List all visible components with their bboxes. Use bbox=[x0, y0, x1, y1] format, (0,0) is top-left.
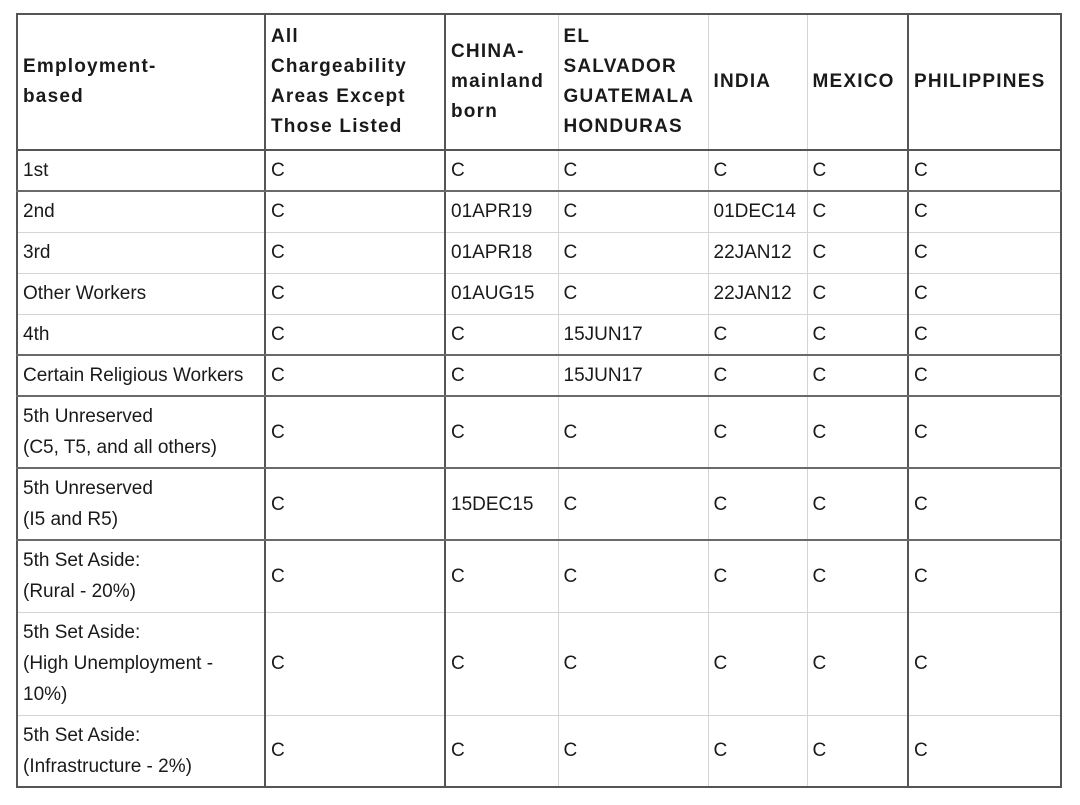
table-cell: C bbox=[807, 396, 908, 468]
row-label: Certain Religious Workers bbox=[17, 355, 265, 396]
table-cell: C bbox=[807, 273, 908, 314]
table-cell: 01AUG15 bbox=[445, 273, 558, 314]
row-label: 5th Set Aside: (Rural - 20%) bbox=[17, 540, 265, 612]
row-label: 1st bbox=[17, 150, 265, 191]
table-cell: C bbox=[265, 468, 445, 540]
table-cell: C bbox=[807, 355, 908, 396]
table-cell: 15DEC15 bbox=[445, 468, 558, 540]
table-cell: C bbox=[445, 396, 558, 468]
row-label: 5th Unreserved (C5, T5, and all others) bbox=[17, 396, 265, 468]
table-row bbox=[17, 232, 1061, 273]
table-cell: C bbox=[265, 540, 445, 612]
table-cell: C bbox=[265, 612, 445, 715]
table-cell: C bbox=[908, 396, 1061, 468]
table-cell: C bbox=[265, 232, 445, 273]
table-cell: C bbox=[807, 150, 908, 191]
column-header: MEXICO bbox=[807, 14, 908, 150]
table-cell: C bbox=[558, 232, 708, 273]
table-row bbox=[17, 612, 1061, 715]
table-cell: C bbox=[807, 540, 908, 612]
column-header: INDIA bbox=[708, 14, 807, 150]
table-cell: 22JAN12 bbox=[708, 273, 807, 314]
table-cell: C bbox=[708, 715, 807, 787]
table-cell: C bbox=[708, 540, 807, 612]
row-label: 2nd bbox=[17, 191, 265, 232]
column-header: PHILIPPINES bbox=[908, 14, 1061, 150]
column-header: EL SALVADOR GUATEMALA HONDURAS bbox=[558, 14, 708, 150]
table-cell: C bbox=[558, 468, 708, 540]
table-row bbox=[17, 540, 1061, 612]
table-cell: C bbox=[807, 468, 908, 540]
table-row bbox=[17, 150, 1061, 191]
table-cell: C bbox=[807, 314, 908, 355]
table-cell: C bbox=[708, 314, 807, 355]
column-header: Employment- based bbox=[17, 14, 265, 150]
table-row bbox=[17, 355, 1061, 396]
table-cell: C bbox=[265, 396, 445, 468]
table-cell: C bbox=[558, 715, 708, 787]
table-cell: C bbox=[558, 540, 708, 612]
table-cell: C bbox=[445, 715, 558, 787]
table-cell: C bbox=[908, 150, 1061, 191]
table-cell: 01APR19 bbox=[445, 191, 558, 232]
table-cell: C bbox=[807, 191, 908, 232]
table-cell: C bbox=[265, 273, 445, 314]
table-cell: C bbox=[908, 232, 1061, 273]
table-cell: C bbox=[445, 540, 558, 612]
table-cell: C bbox=[908, 612, 1061, 715]
table-cell: C bbox=[445, 150, 558, 191]
table-row bbox=[17, 314, 1061, 355]
table-cell: C bbox=[708, 396, 807, 468]
table-cell: C bbox=[558, 396, 708, 468]
table-cell: C bbox=[445, 314, 558, 355]
table-cell: 15JUN17 bbox=[558, 355, 708, 396]
table-cell: C bbox=[908, 540, 1061, 612]
table-cell: 22JAN12 bbox=[708, 232, 807, 273]
table-cell: C bbox=[558, 273, 708, 314]
header-row bbox=[17, 14, 1061, 150]
table-row bbox=[17, 273, 1061, 314]
table-cell: C bbox=[708, 468, 807, 540]
row-label: 3rd bbox=[17, 232, 265, 273]
table-cell: C bbox=[807, 612, 908, 715]
table-row bbox=[17, 715, 1061, 787]
table-cell: C bbox=[558, 612, 708, 715]
table-cell: C bbox=[908, 314, 1061, 355]
column-header: All Chargeability Areas Except Those Listed bbox=[265, 14, 445, 150]
column-header: CHINA- mainland born bbox=[445, 14, 558, 150]
table-cell: 01DEC14 bbox=[708, 191, 807, 232]
table-cell: C bbox=[265, 191, 445, 232]
table-cell: C bbox=[558, 150, 708, 191]
table-cell: C bbox=[265, 355, 445, 396]
table-cell: C bbox=[908, 191, 1061, 232]
row-label: 4th bbox=[17, 314, 265, 355]
table-cell: C bbox=[708, 150, 807, 191]
table-cell: C bbox=[807, 715, 908, 787]
table-cell: C bbox=[445, 612, 558, 715]
table-cell: C bbox=[908, 468, 1061, 540]
table-row bbox=[17, 191, 1061, 232]
table-cell: C bbox=[265, 715, 445, 787]
visa-bulletin-table bbox=[16, 13, 1062, 788]
table-cell: C bbox=[445, 355, 558, 396]
table-cell: C bbox=[708, 355, 807, 396]
table-cell: C bbox=[908, 715, 1061, 787]
table-cell: C bbox=[708, 612, 807, 715]
table-cell: C bbox=[558, 191, 708, 232]
table-row bbox=[17, 396, 1061, 468]
row-label: 5th Set Aside: (Infrastructure - 2%) bbox=[17, 715, 265, 787]
table-cell: C bbox=[265, 314, 445, 355]
table-row bbox=[17, 468, 1061, 540]
table-cell: C bbox=[265, 150, 445, 191]
row-label: 5th Unreserved (I5 and R5) bbox=[17, 468, 265, 540]
table-cell: C bbox=[908, 355, 1061, 396]
table-cell: C bbox=[807, 232, 908, 273]
table-cell: C bbox=[908, 273, 1061, 314]
table-cell: 01APR18 bbox=[445, 232, 558, 273]
row-label: 5th Set Aside: (High Unemployment - 10%) bbox=[17, 612, 265, 715]
row-label: Other Workers bbox=[17, 273, 265, 314]
table-cell: 15JUN17 bbox=[558, 314, 708, 355]
